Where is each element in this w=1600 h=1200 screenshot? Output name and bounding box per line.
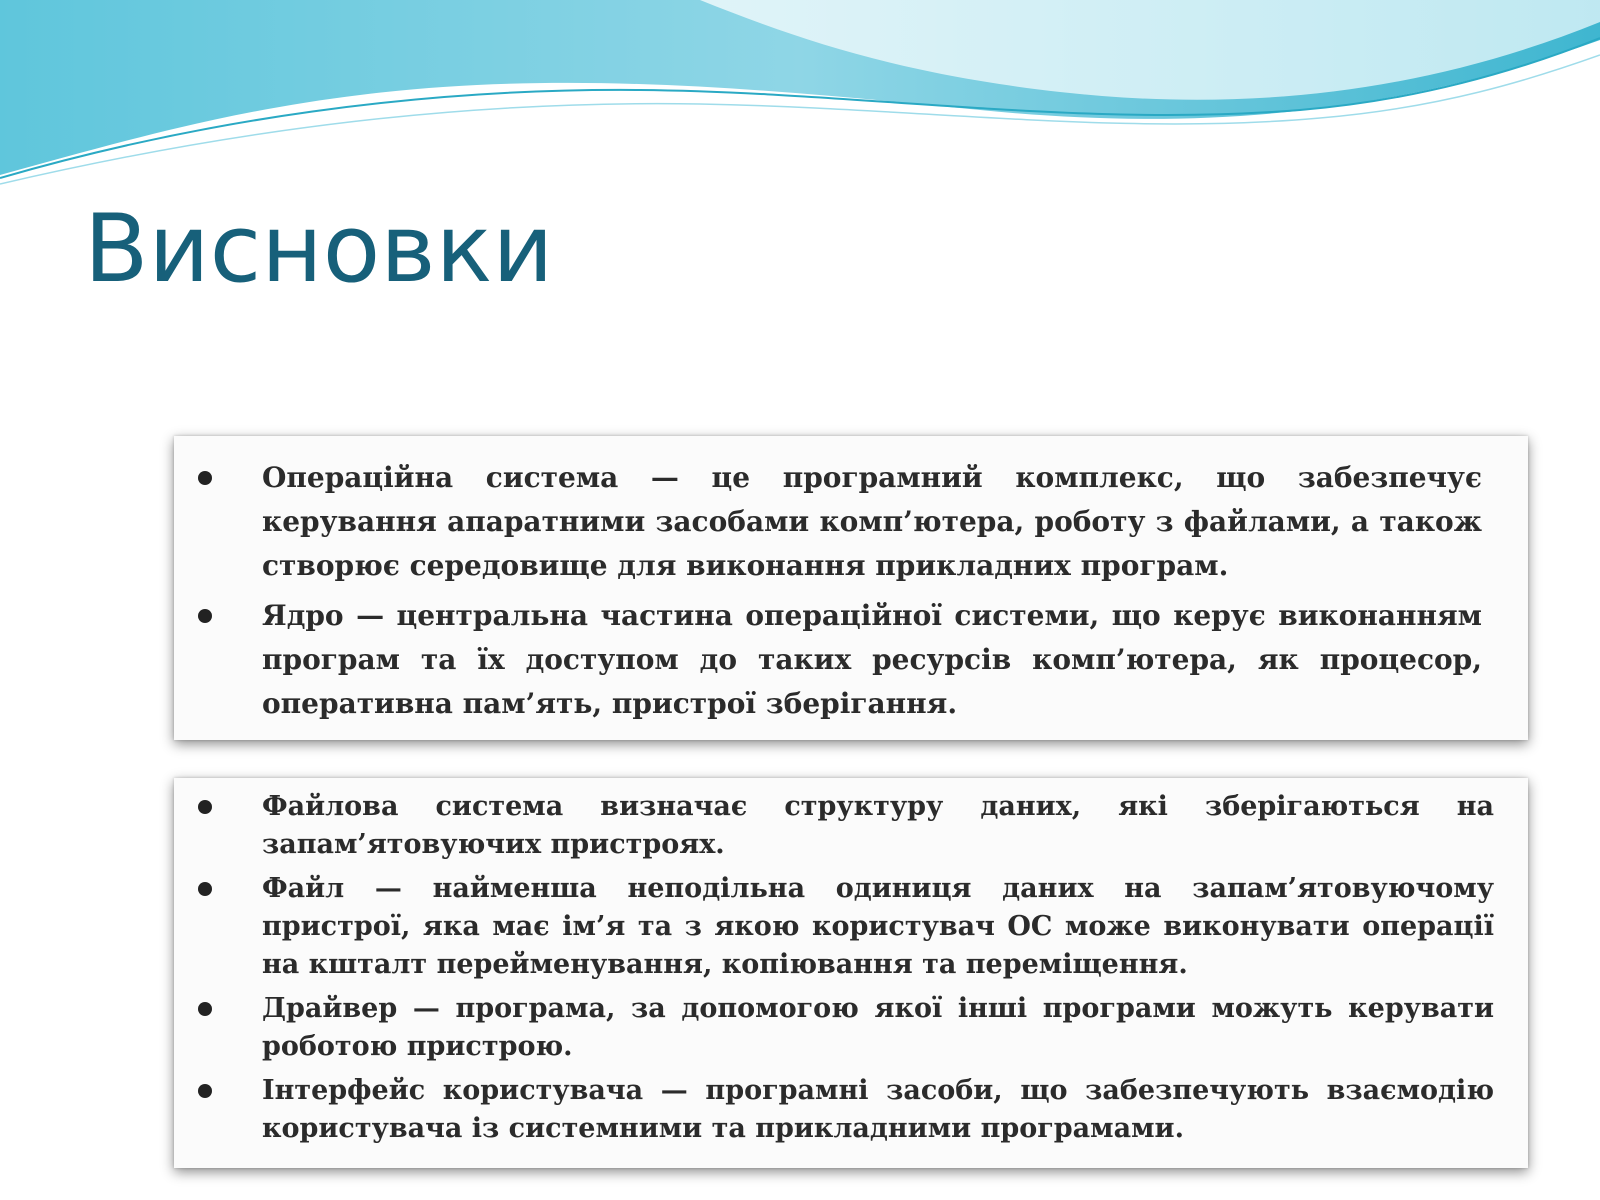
bullet-icon [198, 1084, 212, 1098]
bullet-list [174, 778, 1528, 1148]
list-item [174, 990, 1494, 1066]
bullet-text: Операційна система — це програмний комплекс, що забезпечує керування апаратними засобами комп’ютера, роботу з файлами, а також створює середовище для виконання прикладних програм. [262, 461, 1482, 582]
conclusions-panel-2 [174, 778, 1528, 1168]
bullet-text: Ядро — центральна частина операційної системи, що керує виконанням програм та їх доступом до таких ресурсів комп’ютера, як процесор, оперативна пам’ять, пристрої зберігання. [262, 599, 1482, 720]
bullet-icon [198, 1002, 212, 1016]
bullet-icon [198, 609, 212, 623]
list-item [174, 1072, 1494, 1148]
bullet-text: Файлова система визначає структуру даних, які зберігаються на запам’ятовуючих пристроях. [262, 791, 1494, 860]
conclusions-panel-1 [174, 436, 1528, 740]
header-waves-decoration [0, 0, 1600, 190]
bullet-text: Файл — найменша неподільна одиниця даних на запам’ятовуючому пристрої, яка має ім’я та з якою користувач ОС може виконувати операції на кшталт перейменування, копіювання та переміщення. [262, 873, 1494, 980]
bullet-list [174, 436, 1528, 726]
list-item [174, 870, 1494, 984]
list-item [174, 456, 1482, 588]
list-item [174, 788, 1494, 864]
bullet-icon [198, 882, 212, 896]
bullet-text: Драйвер — програма, за допомогою якої інші програми можуть керувати роботою пристрою. [262, 993, 1494, 1062]
list-item [174, 594, 1482, 726]
bullet-icon [198, 471, 212, 485]
bullet-text: Інтерфейс користувача — програмні засоби, що забезпечують взаємодію користувача із системними та прикладними програмами. [262, 1075, 1494, 1144]
bullet-icon [198, 800, 212, 814]
slide-title: Висновки [84, 195, 554, 304]
